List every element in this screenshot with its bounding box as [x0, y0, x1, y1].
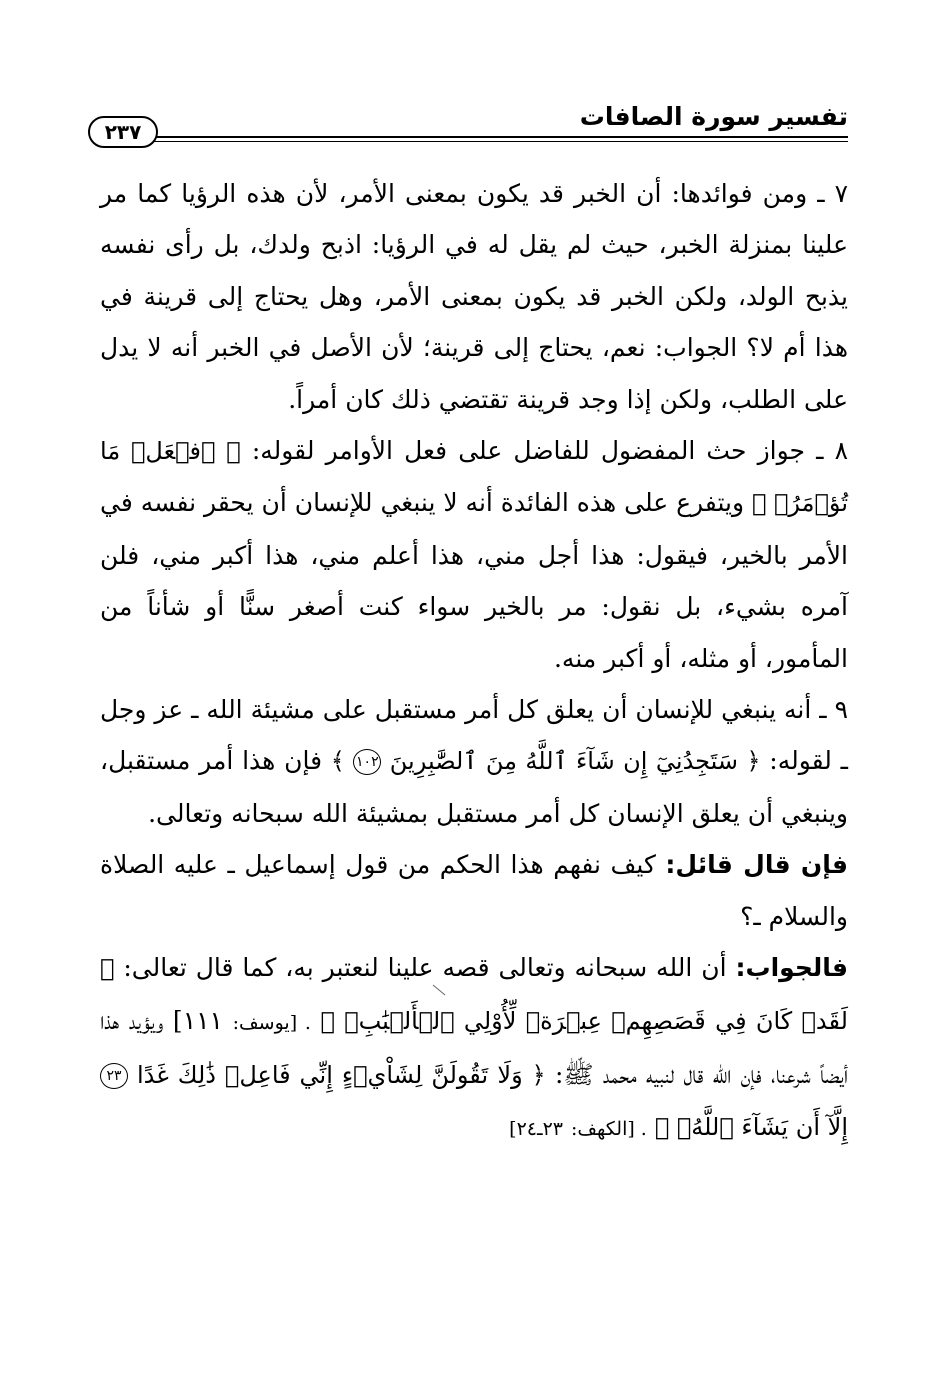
text-line: ـ عليه الصلاة والسلام ـ؟ [100, 850, 848, 931]
paragraph-9 [100, 684, 848, 839]
quran-quote: ﴿ ٱفۡعَلۡ مَا تُؤۡمَرُۖ ﴾ [100, 437, 848, 518]
verse-reference: ٢٣ـ٢٤] [509, 1118, 564, 1141]
running-header [88, 100, 848, 150]
quran-quote [331, 747, 761, 775]
quran-text: إِلَّآ أَن يَشَآءَ ٱللَّهُۚ ﴾ [654, 1113, 848, 1142]
text-line: يحتاج إلى قرينة؛ لأن الأصل في الخبر أنه لا يدل على الطلب، [100, 333, 848, 414]
text-line: ٨ ـ جواز حث المفضول للفاضل على فعل الأوامر لقوله: [251, 436, 848, 466]
stray-mark [432, 984, 446, 996]
text-line: قال تعالى: [123, 953, 234, 983]
text-line: فإن [284, 746, 323, 776]
verse-reference: . [يوسف: [232, 1011, 311, 1034]
text-line: ١١١] ويؤيد هذا أيضاً شرعنا، فإن الله قال لنبيه محمد ﷺ: [100, 1005, 849, 1089]
page-number: ٢٣٧ [88, 116, 158, 148]
text-line: يحقر نفسه في الأمر بالخير، فيقول: هذا أجل مني، هذا أعلم [100, 488, 848, 570]
quran-quote: ﴿ لَقَدۡ كَانَ فِي قَصَصِهِمۡ عِبۡرَةٞ لِّأُوْلِي ٱلۡأَلۡبَٰبِۗ ﴾ [100, 954, 848, 1035]
paragraph-answer [100, 942, 848, 1156]
text-line: الأمر، وهل يحتاج إلى قرينة في هذا أم لا؟ الجواب: نعم، [100, 281, 848, 363]
text-line: ولكن إذا وجد قرينة تقتضي ذلك كان أمراً. [288, 384, 713, 414]
text-line: الله سبحانه وتعالى. [148, 798, 348, 828]
paragraph-question [100, 839, 848, 942]
ayah-number: ٢٣ [100, 1063, 128, 1089]
text-line: ويتفرع على هذه الفائدة أنه لا ينبغي للإنسان أن [261, 488, 745, 518]
ayah-number: ١٠٢ [353, 749, 381, 775]
question-label: فإن قال قائل: [665, 850, 848, 880]
text-line: ٩ ـ أنه ينبغي للإنسان أن يعلق كل أمر مستقبل على مشيئة [250, 695, 848, 725]
quran-quote: ﴿ وَلَا [497, 1060, 546, 1089]
answer-label: فالجواب: [735, 953, 848, 983]
text-line: هذا أمر مستقبل، وينبغي أن يعلق الإنسان كل أمر مستقبل بمشيئة [100, 746, 848, 828]
chapter-title: تفسير سورة الصافات [579, 102, 848, 131]
header-rule-thin [150, 141, 848, 142]
text-line: الله ـ عز وجل ـ لقوله: [100, 695, 848, 776]
quran-text: ﴿ سَتَجِدُنِيٓ إِن شَآءَ ٱللَّهُ مِنَ ٱلصَّٰبِرِينَ [389, 747, 761, 776]
verse-reference: . [الكهف: [570, 1118, 647, 1141]
text-line: أن الله سبحانه وتعالى قصه علينا لنعتبر به، كما [242, 953, 727, 983]
text-line: مني، هذا أكبر مني، فلن آمره بشيء، بل نقول: مر بالخير سواء [100, 540, 848, 622]
quran-bracket: ﴾ [330, 747, 345, 776]
paragraph-7 [100, 168, 848, 425]
text-line: الرؤيا كما مر علينا بمنزلة الخبر، حيث لم يقل له في الرؤيا: اذبح [100, 179, 849, 260]
text-line: ٧ ـ ومن فوائدها: أن الخبر قد يكون بمعنى الأمر، لأن هذه [246, 179, 849, 208]
text-line: كيف نفهم هذا الحكم من قول إسماعيل [244, 850, 656, 880]
text-line: ولدك، بل رأى نفسه يذبح الولد، ولكن الخبر قد يكون بمعنى [100, 230, 848, 311]
main-text [100, 168, 848, 1156]
quran-text: تَقُولَنَّ لِشَاْيۡءٍ إِنِّي فَاعِلٞ ذَٰلِكَ غَدًا [136, 1060, 489, 1089]
text-line: كنت أصغر سنًّا أو شأناً من المأمور، أو مثله، أو أكبر منه. [100, 592, 848, 673]
header-rule [150, 136, 848, 138]
paragraph-8 [100, 425, 848, 684]
